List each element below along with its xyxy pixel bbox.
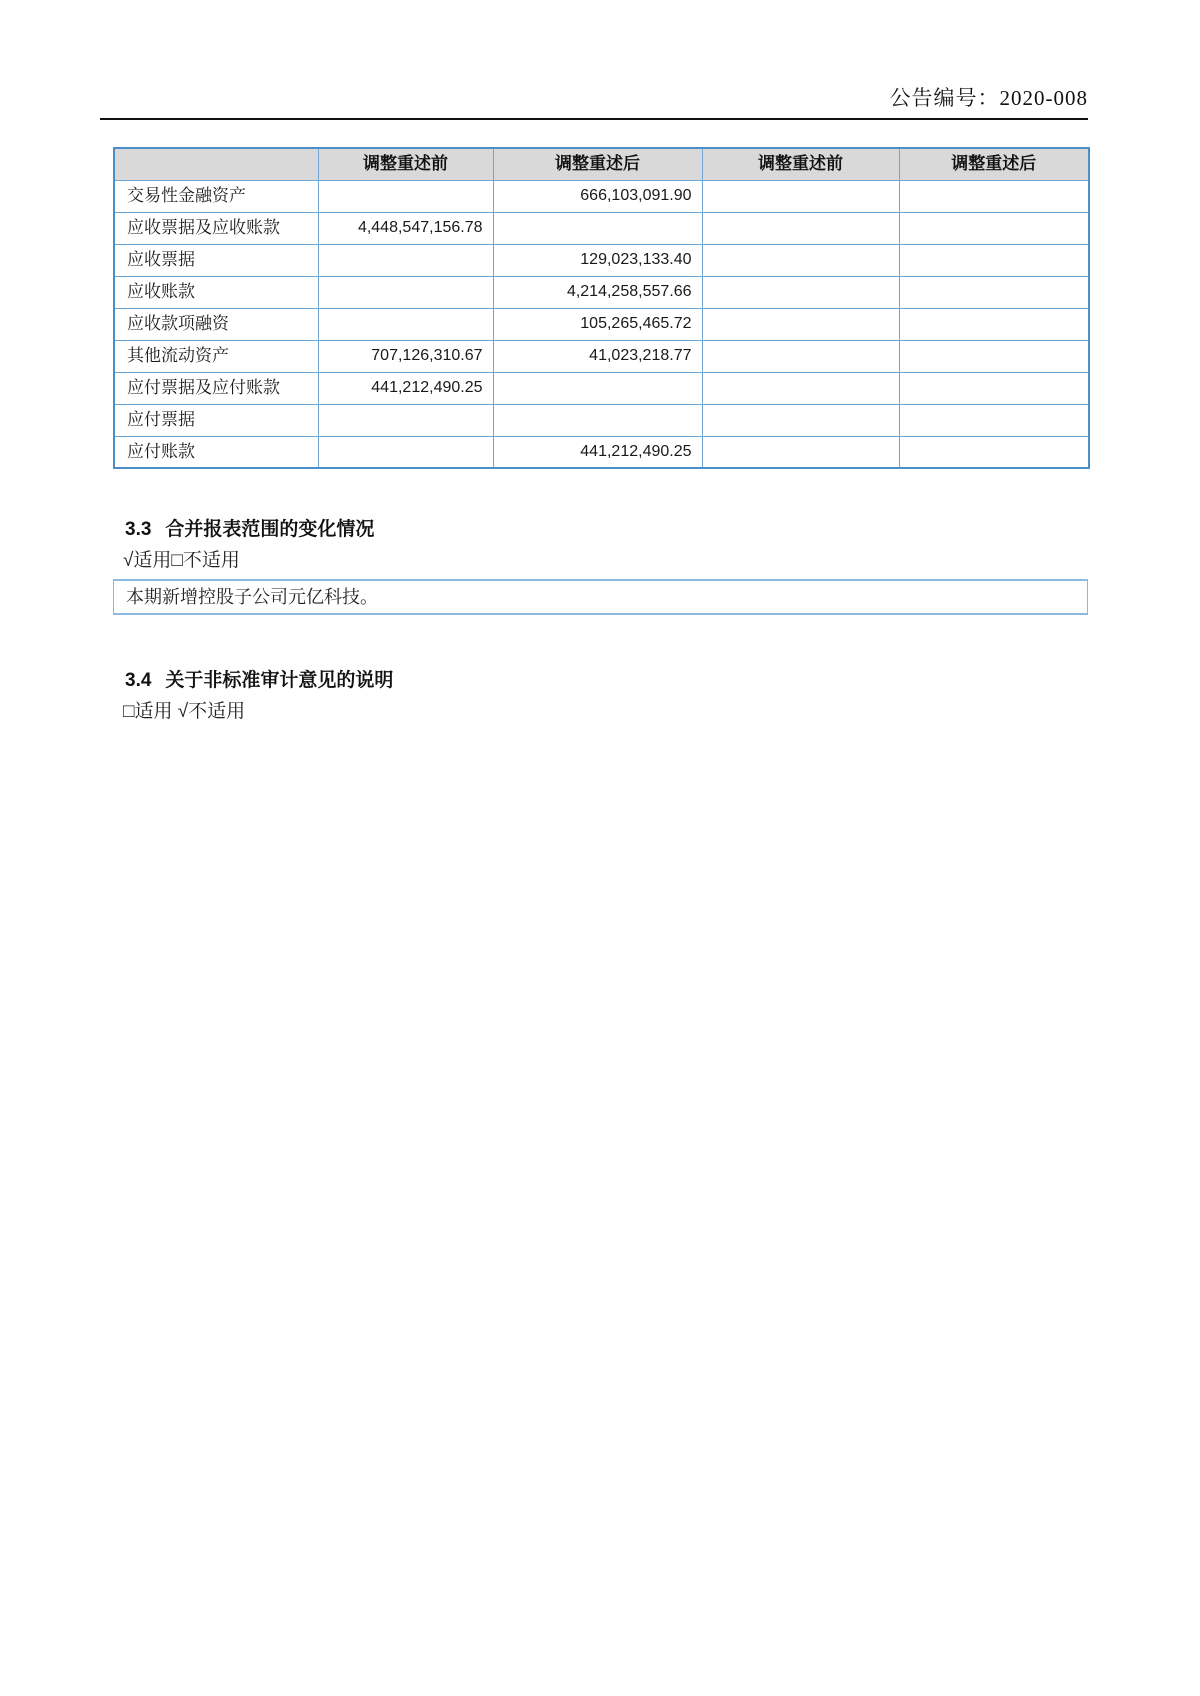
- value-cell: [318, 244, 493, 276]
- table-row: [114, 340, 1089, 372]
- value-cell: [899, 212, 1089, 244]
- table-row: [114, 276, 1089, 308]
- value-cell: [493, 372, 702, 404]
- value-cell: [899, 436, 1089, 468]
- value-cell: 666,103,091.90: [493, 180, 702, 212]
- value-cell: [702, 244, 899, 276]
- value-cell: [702, 372, 899, 404]
- value-cell: 41,023,218.77: [493, 340, 702, 372]
- value-cell: 707,126,310.67: [318, 340, 493, 372]
- row-label-cell: 其他流动资产: [114, 340, 318, 372]
- section-number: 3.4: [125, 670, 152, 691]
- announcement-number: 公告编号：2020-008: [100, 82, 1088, 120]
- table-row: [114, 308, 1089, 340]
- restatement-table: [113, 147, 1090, 469]
- section-3-4-applicability: □适用 √不适用: [123, 701, 246, 722]
- value-cell: [493, 404, 702, 436]
- value-cell: 441,212,490.25: [493, 436, 702, 468]
- table-row: [114, 212, 1089, 244]
- value-cell: [702, 404, 899, 436]
- table-row: [114, 180, 1089, 212]
- value-cell: [899, 180, 1089, 212]
- row-label-cell: 交易性金融资产: [114, 180, 318, 212]
- table-row: [114, 244, 1089, 276]
- value-cell: [702, 340, 899, 372]
- column-header-pre-restatement-1: 调整重述前: [318, 148, 493, 180]
- column-header-post-restatement-1: 调整重述后: [493, 148, 702, 180]
- row-label-cell: 应付票据及应付账款: [114, 372, 318, 404]
- section-3-3: [113, 519, 1088, 615]
- value-cell: [318, 436, 493, 468]
- value-cell: 4,448,547,156.78: [318, 212, 493, 244]
- table-row: [114, 372, 1089, 404]
- document-page: [0, 82, 1200, 1696]
- column-header-blank: [114, 148, 318, 180]
- value-cell: [899, 308, 1089, 340]
- section-3-3-heading: [125, 519, 1088, 541]
- value-cell: 105,265,465.72: [493, 308, 702, 340]
- value-cell: [702, 180, 899, 212]
- row-label-cell: 应付账款: [114, 436, 318, 468]
- value-cell: [318, 180, 493, 212]
- row-label-cell: 应付票据: [114, 404, 318, 436]
- value-cell: 129,023,133.40: [493, 244, 702, 276]
- value-cell: [318, 276, 493, 308]
- table-row: [114, 436, 1089, 468]
- row-label-cell: 应收票据: [114, 244, 318, 276]
- row-label-cell: 应收账款: [114, 276, 318, 308]
- value-cell: [899, 244, 1089, 276]
- table-row: [114, 404, 1089, 436]
- value-cell: [899, 404, 1089, 436]
- value-cell: [318, 404, 493, 436]
- section-title: 合并报表范围的变化情况: [165, 519, 375, 540]
- value-cell: [899, 372, 1089, 404]
- value-cell: [899, 340, 1089, 372]
- value-cell: [899, 276, 1089, 308]
- section-number: 3.3: [125, 519, 152, 540]
- section-3-4: [113, 670, 1088, 722]
- section-3-4-heading: [125, 670, 1088, 692]
- column-header-pre-restatement-2: 调整重述前: [702, 148, 899, 180]
- value-cell: 4,214,258,557.66: [493, 276, 702, 308]
- value-cell: [702, 308, 899, 340]
- section-3-3-applicability: √适用□不适用: [123, 550, 240, 571]
- value-cell: [702, 436, 899, 468]
- value-cell: [702, 276, 899, 308]
- section-title: 关于非标准审计意见的说明: [165, 670, 394, 691]
- row-label-cell: 应收款项融资: [114, 308, 318, 340]
- value-cell: [493, 212, 702, 244]
- value-cell: 441,212,490.25: [318, 372, 493, 404]
- row-label-cell: 应收票据及应收账款: [114, 212, 318, 244]
- scope-change-note-box: 本期新增控股子公司元亿科技。: [113, 579, 1088, 615]
- column-header-post-restatement-2: 调整重述后: [899, 148, 1089, 180]
- value-cell: [318, 308, 493, 340]
- table-header-row: [114, 148, 1089, 180]
- value-cell: [702, 212, 899, 244]
- restatement-table-container: [113, 147, 1088, 469]
